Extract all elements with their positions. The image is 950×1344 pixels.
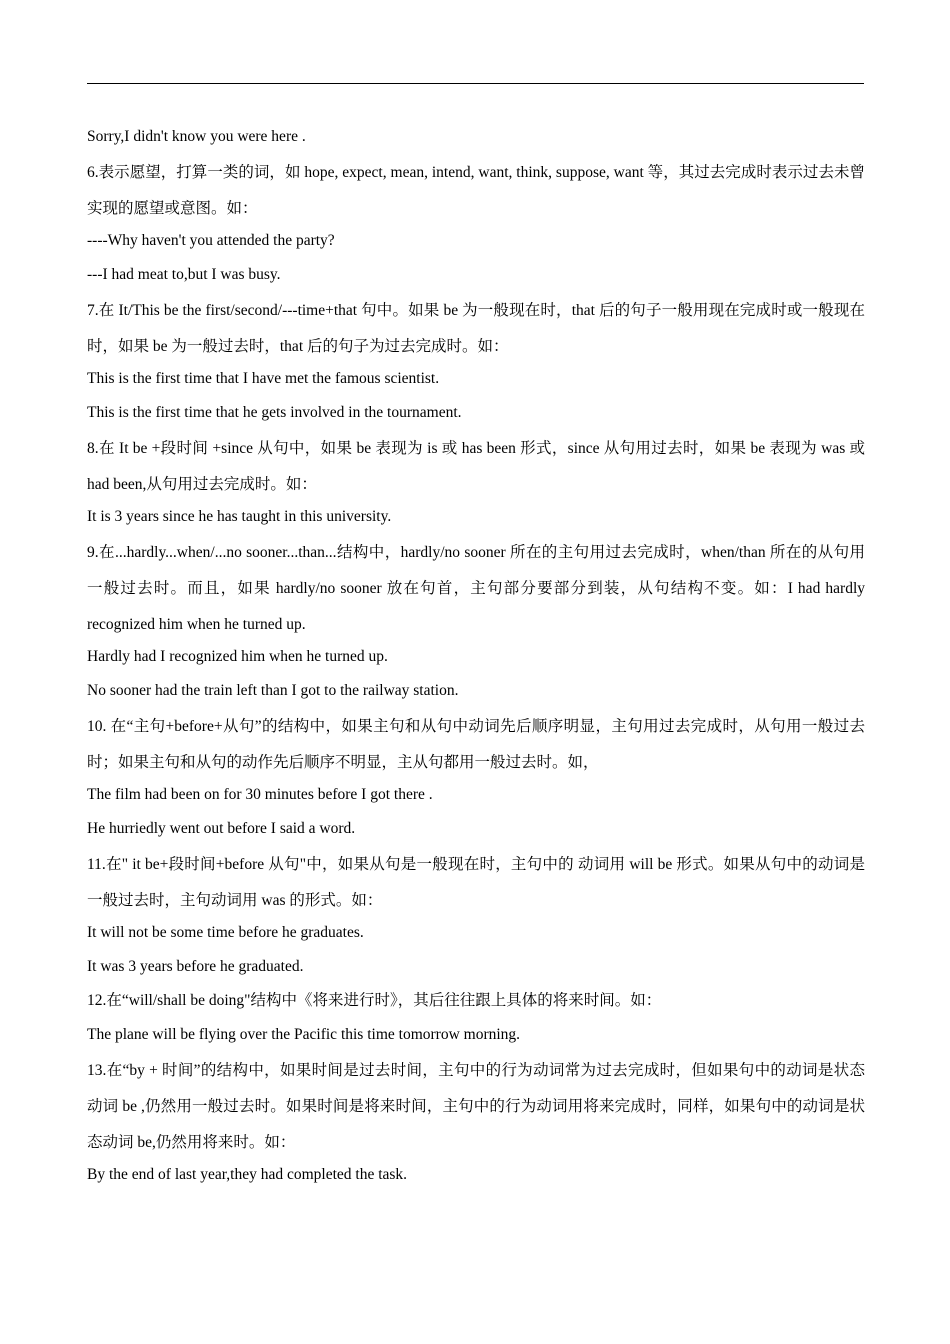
- document-body: [87, 121, 865, 1193]
- example-sentence: This is the first time that I have met the famous scientist.: [87, 370, 440, 387]
- example-sentence: ----Why haven't you attended the party?: [87, 232, 335, 249]
- rule-12-paragraph: 12.在“will/shall be doing"结构中《将来进行时》，其后往往跟上具体的将来时间。如：: [87, 992, 662, 1009]
- example-sentence: This is the first time that he gets involved in the tournament.: [87, 404, 462, 421]
- example-sentence: It was 3 years before he graduated.: [87, 958, 304, 975]
- example-sentence: It is 3 years since he has taught in this university.: [87, 508, 392, 525]
- example-sentence: He hurriedly went out before I said a word.: [87, 820, 356, 837]
- example-sentence: Hardly had I recognized him when he turned up.: [87, 648, 388, 665]
- example-sentence: No sooner had the train left than I got to the railway station.: [87, 682, 459, 699]
- rule-7-paragraph: 7.在 It/This be the first/second/---time+that 句中。如果 be 为一般现在时，that 后的句子一般用现在完成时或一般现在时，如果 be 为一般过去时，that 后的句子为过去完成时。如：: [87, 302, 865, 355]
- rule-11-paragraph: 11.在" it be+段时间+before 从句"中，如果从句是一般现在时，主句中的 动词用 will be 形式。如果从句中的动词是一般过去时，主句动词用 was 的形式。如：: [87, 856, 865, 909]
- header-rule: [87, 83, 864, 84]
- example-sentence: The plane will be flying over the Pacific this time tomorrow morning.: [87, 1026, 521, 1043]
- rule-8-paragraph: 8.在 It be +段时间 +since 从句中，如果 be 表现为 is 或 has been 形式，since 从句用过去时，如果 be 表现为 was 或 had been,从句用过去完成时。如：: [87, 440, 865, 493]
- example-sentence: It will not be some time before he graduates.: [87, 924, 364, 941]
- rule-13-paragraph: 13.在“by + 时间”的结构中，如果时间是过去时间，主句中的行为动词常为过去完成时，但如果句中的动词是状态动词 be ,仍然用一般过去时。如果时间是将来时间，主句中的行为动词用将来完成时，同样，如果句中的动词是状态动词 be,仍然用将来时。如：: [87, 1062, 865, 1151]
- rule-6-paragraph: 6.表示愿望，打算一类的词，如 hope, expect, mean, intend, want, think, suppose, want 等，其过去完成时表示过去未曾实现的愿望或意图。如：: [87, 164, 865, 217]
- example-sentence: The film had been on for 30 minutes before I got there .: [87, 786, 433, 803]
- rule-9-paragraph: 9.在...hardly...when/...no sooner...than...结构中，hardly/no sooner 所在的主句用过去完成时，when/than 所在的从句用一般过去时。而且，如果 hardly/no sooner 放在句首，主句部分要部分到装，从句结构不变。如：I had hardly recognized him when he turned up.: [87, 544, 865, 633]
- example-sentence: ---I had meat to,but I was busy.: [87, 266, 281, 283]
- example-sentence: By the end of last year,they had completed the task.: [87, 1166, 408, 1183]
- example-sentence: Sorry,I didn't know you were here .: [87, 128, 306, 145]
- rule-10-paragraph: 10. 在“主句+before+从句”的结构中，如果主句和从句中动词先后顺序明显，主句用过去完成时，从句用一般过去时；如果主句和从句的动作先后顺序不明显，主从句都用一般过去时。如，: [87, 718, 865, 771]
